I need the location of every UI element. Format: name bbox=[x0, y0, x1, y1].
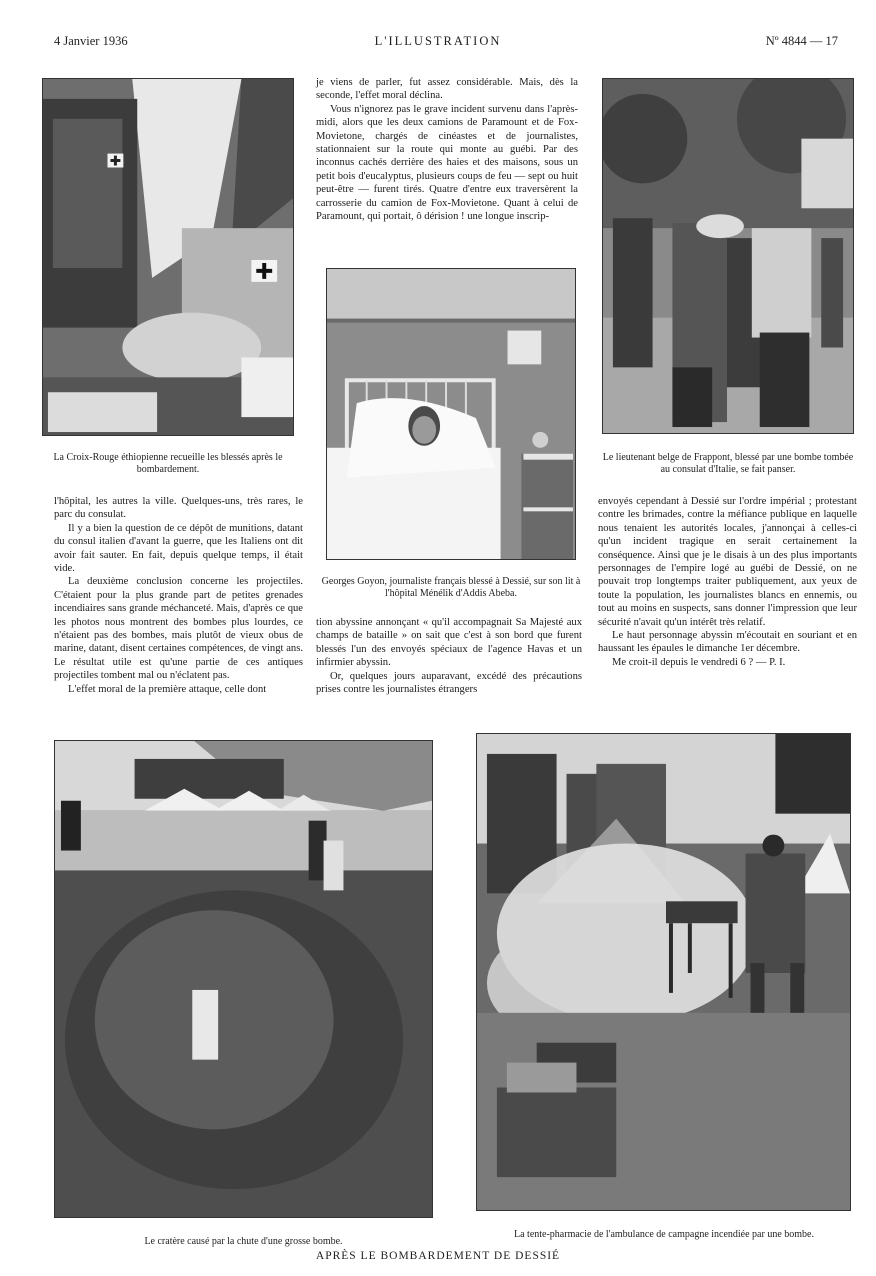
paragraph: Il y a bien la question de ce dépôt de munitions, datant du consul italien d'avant la guerre, que les Italiens ont dit avoir fait sauter. En fait, depuis quelque temps, il était vide. bbox=[54, 522, 303, 575]
red-cross-caption: La Croix-Rouge éthiopienne recueille les blessés après le bombardement. bbox=[53, 452, 283, 475]
article-right bbox=[598, 495, 857, 669]
journalist-caption: Georges Goyon, journaliste français blessé à Dessié, sur son lit à l'hôpital Ménélik d'Addis Abeba. bbox=[321, 576, 581, 599]
paragraph: La deuxième conclusion concerne les projectiles. C'étaient pour la plus grande part de petites grenades incendiaires sans grande méchanceté. Mais, d'après ce que les photos nous montrent des bombes plus lourdes, ce n'étaient pas des bombes, mais plutôt de vieux obus de marine, datant, disent certaines compétences, de vingt ans. Le résultat utile est qu'une partie de ces antiques projectiles tombent mal ou n'éclatent pas. bbox=[54, 576, 303, 682]
pharmacy-caption: La tente-pharmacie de l'ambulance de campagne incendiée par une bombe. bbox=[514, 1229, 814, 1240]
crater-photo bbox=[54, 740, 433, 1218]
page-title: APRÈS LE BOMBARDEMENT DE DESSIÉ bbox=[315, 1250, 561, 1262]
masthead: L'ILLUSTRATION bbox=[374, 34, 502, 48]
article-left bbox=[54, 495, 303, 696]
paragraph: Or, quelques jours auparavant, excédé des précautions prises contre les journalistes étrangers bbox=[316, 670, 582, 696]
article-middle-bottom bbox=[316, 616, 582, 696]
lieutenant-photo bbox=[602, 78, 854, 434]
red-cross-photo bbox=[42, 78, 294, 436]
paragraph: tion abyssine annonçant « qu'il accompagnait Sa Majesté aux champs de bataille » on sait que c'est à son bord que furent blessés l'un des envoyés spéciaux de l'agence Havas et un infirmier abyssin. bbox=[316, 617, 582, 669]
paragraph: L'effet moral de la première attaque, celle dont bbox=[68, 683, 267, 695]
paragraph: Me croit-il depuis le vendredi 6 ? — P. I. bbox=[612, 656, 786, 668]
pharmacy-photo bbox=[476, 733, 851, 1211]
issue-date: 4 Janvier 1936 bbox=[54, 34, 128, 48]
crater-caption: Le cratère causé par la chute d'une grosse bombe. bbox=[144, 1236, 343, 1247]
paragraph: l'hôpital, les autres la ville. Quelques-uns, très rares, le parc du consulat. bbox=[54, 496, 303, 521]
article-middle-top bbox=[316, 76, 578, 223]
paragraph: Le haut personnage abyssin m'écoutait en souriant et en haussant les épaules le dimanche 1er décembre. bbox=[598, 630, 857, 655]
paragraph: envoyés cependant à Dessié sur l'ordre impérial ; protestant contre les brimades, contre la méfiance publique en laquelle nous tenaient les autorités locales, j'annonçai à celles-ci qu'un incident tragique en serait certainement la conséquence. Ainsi que je le disais à un des plus importants personnages de l'empire logé au guébi de Dessié, on ne pouvait trop longtemps traiter publiquement, aux yeux de toute la population, les journalistes blancs en ennemis, ou tout au moins en suspects, sans donner l'impression que leur sécurité n'avait qu'un intérêt très relatif. bbox=[598, 496, 857, 628]
paragraph: Vous n'ignorez pas le grave incident survenu dans l'après-midi, alors que les deux camions de Paramount et de Fox-Movietone, chargés de cinéastes et de journalistes, stationnaient sur la route qui monte au guébi. Par des inconnus cachés derrière des haies et des maisons, sous un petit bois d'eucalyptus, plusieurs coups de feu — sept ou huit peut-être — furent tirés. Quatre d'entre eux traversèrent la carrosserie du camion de Fox-Movietone. Quant à celui de Paramount, qui portait, ô dérision ! une longue inscrip- bbox=[316, 103, 578, 223]
lieutenant-caption: Le lieutenant belge de Frappont, blessé par une bombe tombée au consulat d'Italie, se fait panser. bbox=[602, 452, 854, 475]
journalist-photo bbox=[326, 268, 576, 560]
paragraph: je viens de parler, fut assez considérable. Mais, dès la seconde, l'effet moral déclina. bbox=[316, 77, 578, 102]
issue-number: Nº 4844 — 17 bbox=[765, 34, 838, 48]
